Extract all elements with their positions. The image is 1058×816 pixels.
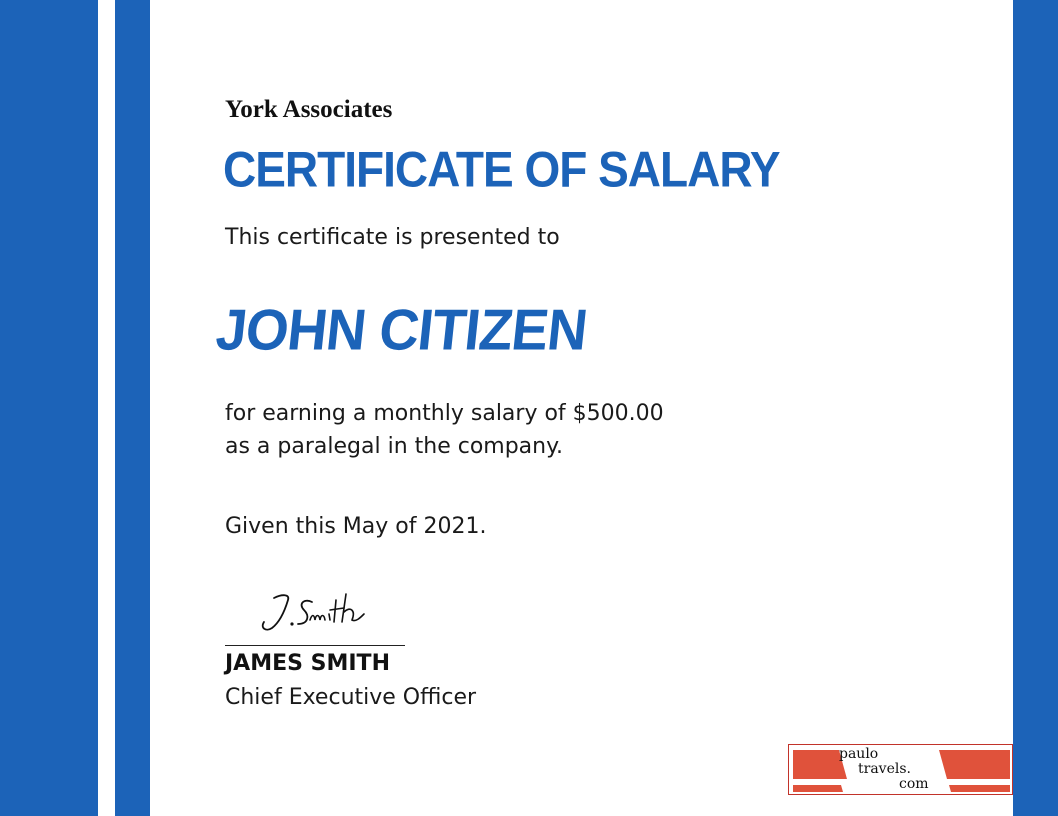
signature-line — [225, 645, 405, 646]
right-stripe — [1013, 0, 1058, 816]
watermark-text-line-3: com — [899, 776, 929, 792]
company-name: York Associates — [225, 96, 393, 123]
salary-statement-line-2: as a paralegal in the company. — [225, 434, 563, 459]
presented-to-text: This certificate is presented to — [225, 225, 560, 250]
salary-statement-line-1: for earning a monthly salary of $500.00 — [225, 401, 664, 426]
signer-title: Chief Executive Officer — [225, 685, 477, 710]
signer-name: JAMES SMITH — [225, 651, 390, 676]
recipient-name: JOHN CITIZEN — [213, 297, 590, 363]
left-outer-stripe — [0, 0, 98, 816]
left-inner-stripe — [115, 0, 150, 816]
watermark-logo — [788, 744, 1013, 795]
watermark-text-line-1: paulo — [839, 746, 879, 762]
certificate-title: CERTIFICATE OF SALARY — [223, 141, 780, 198]
handwritten-signature — [252, 588, 372, 636]
watermark-text-line-2: travels. — [858, 761, 911, 777]
given-date-text: Given this May of 2021. — [225, 514, 487, 539]
